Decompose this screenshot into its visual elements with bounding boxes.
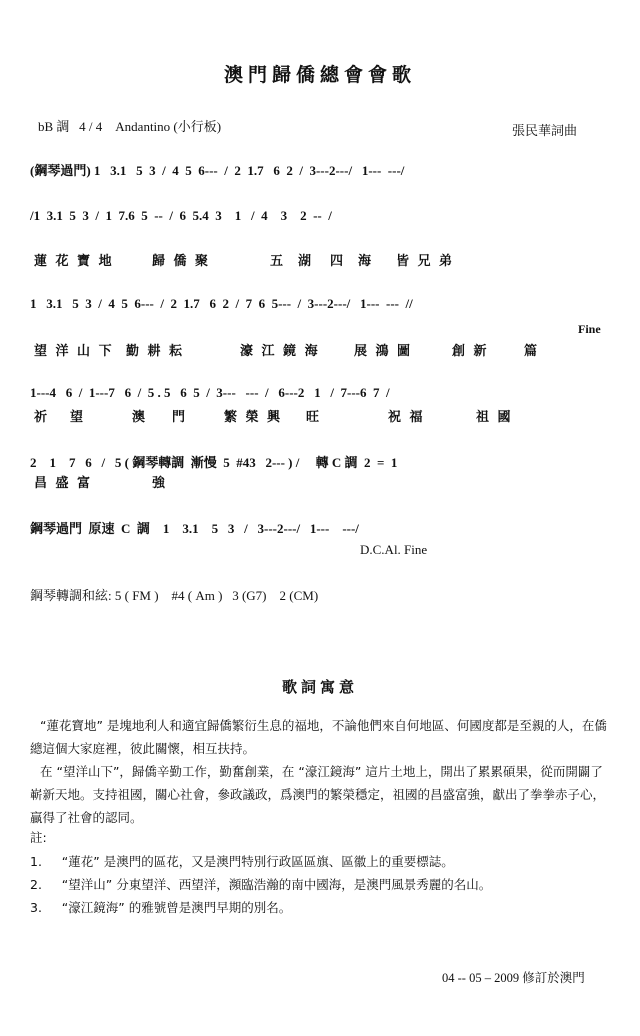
song-title: 澳門歸僑總會會歌 xyxy=(223,64,416,86)
notes-label: 註: xyxy=(30,830,47,845)
lyric: 強 xyxy=(152,476,168,491)
lyric: 望 洋 山 下 xyxy=(34,344,114,359)
score-line-2: /1 3.1 5 3 / 1 7.6 5 -- / 6 5.4 3 1 / 4 3 2 -- / xyxy=(30,208,332,223)
lyrics-row-1 xyxy=(34,250,614,268)
lyric: 皆 兄 弟 xyxy=(396,254,455,269)
lyric: 濠 江 鏡 海 xyxy=(240,344,320,359)
lyric: 蓮 花 寶 地 xyxy=(34,254,114,269)
score-line-3: 1 3.1 5 3 / 4 5 6--- / 2 1.7 6 2 / 7 6 5--- / 3---2---/ 1--- --- // xyxy=(30,296,413,311)
lyric: 昌 盛 富 xyxy=(34,476,93,491)
dc-al-fine: D.C.Al. Fine xyxy=(360,542,428,557)
note-item: 2. “望洋山” 分東望洋、西望洋，瀕臨浩瀚的南中國海，是澳門風景秀麗的名山。 xyxy=(30,877,492,892)
lyric: 祖 國 xyxy=(476,410,513,425)
lyrics-row-3 xyxy=(34,406,614,424)
lyric: 篇 xyxy=(524,344,540,359)
lyric: 創 新 xyxy=(452,344,489,359)
score-line-1: (鋼琴過門) 1 3.1 5 3 / 4 5 6--- / 2 1.7 6 2 / 3---2---/ 1--- ---/ xyxy=(30,163,405,178)
lyric: 祝 福 xyxy=(388,410,425,425)
section-heading: 歌詞寓意 xyxy=(281,678,358,696)
lyric: 歸 僑 聚 xyxy=(152,254,211,269)
lyrics-row-2 xyxy=(34,340,614,358)
key-meter: bB 調 4 / 4 Andantino (小行板) xyxy=(38,119,222,134)
meaning-paragraph-1: “蓮花寶地” 是塊地利人和適宜歸僑繁衍生息的福地，不論他們來自何地區、何國度都是至親的人，在僑總這個大家庭裡，彼此關懷，相互扶持。 xyxy=(30,718,607,756)
meaning-paragraph-2: 在 “望洋山下”，歸僑辛勤工作，勤奮創業，在 “濠江鏡海” 這片土地上，開出了累累碩果，從而開闢了嶄新天地。支持祖國，關心社會，參政議政，爲澳門的繁榮穩定，祖國的昌盛富強，獻出了拳拳赤子心，贏得了社會的認同。 xyxy=(30,764,606,825)
lyric: 祈 xyxy=(34,410,50,425)
lyric: 繁 榮 興 xyxy=(224,410,283,425)
score-line-5: 2 1 7 6 / 5 ( 鋼琴轉調 漸慢 5 #43 2--- ) / 轉 C 調 2 = 1 xyxy=(30,455,398,470)
lyric: 旺 xyxy=(306,410,322,425)
lyric: 望 xyxy=(70,410,86,425)
note-item: 3. “濠江鏡海” 的雅號曾是澳門早期的別名。 xyxy=(30,900,292,915)
lyric: 勤 耕 耘 xyxy=(126,344,185,359)
lyric: 四 海 xyxy=(330,254,374,269)
lyric: 門 xyxy=(172,410,188,425)
revision-date: 04 -- 05 – 2009 修訂於澳門 xyxy=(442,971,585,985)
score-line-4: 1---4 6 / 1---7 6 / 5 . 5 6 5 / 3--- --- / 6---2 1 / 7---6 7 / xyxy=(30,385,390,400)
lyric: 展 鴻 圖 xyxy=(354,344,413,359)
modulation-chords: 鋼琴轉調和絃: 5 ( FM ) #4 ( Am ) 3 (G7) 2 (CM) xyxy=(30,588,319,603)
fine-mark: Fine xyxy=(578,322,601,336)
score-line-6: 鋼琴過門 原速 C 調 1 3.1 5 3 / 3---2---/ 1--- ---/ xyxy=(30,521,359,536)
lyrics-row-4 xyxy=(34,472,334,490)
lyric: 澳 xyxy=(132,410,148,425)
composer: 張民華詞曲 xyxy=(512,123,578,138)
lyric: 五 湖 xyxy=(270,254,314,269)
note-item: 1. “蓮花” 是澳門的區花，又是澳門特別行政區區旗、區徽上的重要標誌。 xyxy=(30,854,454,869)
